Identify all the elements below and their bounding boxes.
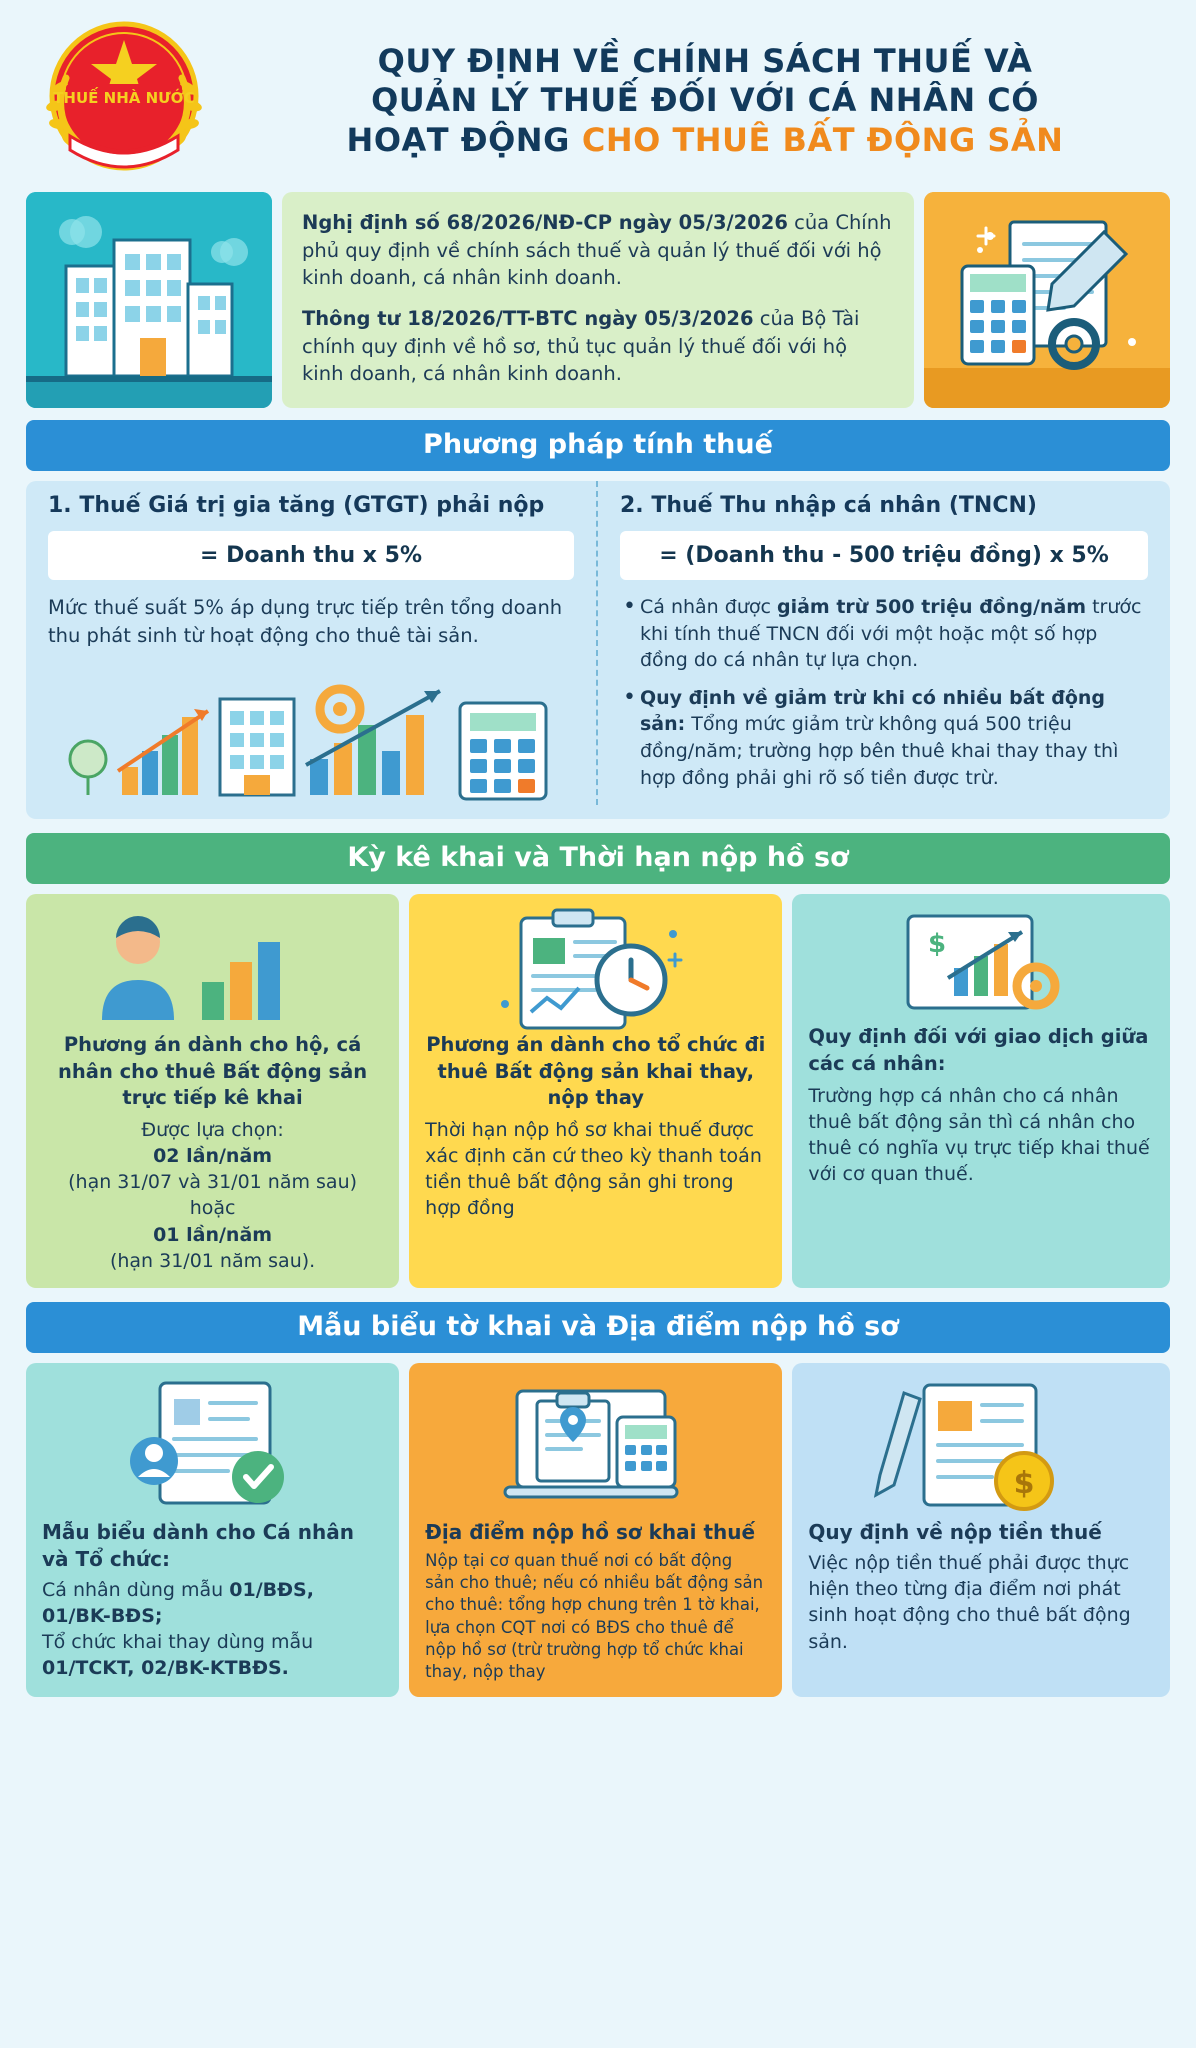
title-line-2: QUẢN LÝ THUẾ ĐỐI VỚI CÁ NHÂN CÓ xyxy=(371,81,1039,120)
method-section xyxy=(26,481,1170,819)
period-card-direct-declaration xyxy=(26,894,399,1288)
method-pit-title: 2. Thuế Thu nhập cá nhân (TNCN) xyxy=(620,493,1037,518)
forms-cards xyxy=(26,1363,1170,1697)
section-band-forms: Mẫu biểu tờ khai và Địa điểm nộp hồ sơ xyxy=(26,1302,1170,1353)
legal-paragraph-2-bold: Thông tư 18/2026/TT-BTC ngày 05/3/2026 xyxy=(302,307,754,331)
section-band-period: Kỳ kê khai và Thời hạn nộp hồ sơ xyxy=(26,833,1170,884)
section-band-method: Phương pháp tính thuế xyxy=(26,420,1170,471)
method-vat-title: 1. Thuế Giá trị gia tăng (GTGT) phải nộp xyxy=(48,493,545,518)
method-pit-bullet-1 xyxy=(620,594,1148,674)
title-line-3 xyxy=(240,121,1170,160)
period-card-1-option-1-note: (hạn 31/07 và 31/01 năm sau) xyxy=(68,1171,358,1194)
profile-document-check-illustration-icon xyxy=(42,1377,383,1519)
report-growth-illustration-icon xyxy=(808,908,1154,1018)
forms-card-3-title: Quy định về nộp tiền thuế xyxy=(808,1520,1102,1545)
legal-paragraph-1-bold: Nghị định số 68/2026/NĐ-CP ngày 05/3/2026 xyxy=(302,211,788,234)
method-vat-formula: = Doanh thu x 5% xyxy=(48,531,574,580)
forms-card-1-line-1-bold: 01/BĐS, 01/BK-BĐS; xyxy=(42,1578,314,1627)
pit-bullet-2-bold: Quy định về giảm trừ khi có nhiều bất động sản: xyxy=(640,686,1105,736)
forms-card-1-title: Mẫu biểu dành cho Cá nhân và Tổ chức: xyxy=(42,1520,354,1571)
period-card-individual-transactions xyxy=(792,894,1170,1288)
period-card-2-body: Thời hạn nộp hồ sơ khai thuế được xác định căn cứ theo kỳ thanh toán tiền thuê bất động sản ghi trong hợp đồng xyxy=(425,1118,762,1220)
tax-department-emblem-icon xyxy=(26,18,222,178)
period-card-1-option-2-note: (hạn 31/01 năm sau). xyxy=(109,1249,316,1272)
legal-basis-row xyxy=(26,192,1170,408)
period-card-organization-declaration xyxy=(409,894,782,1288)
period-card-1-line1: Được lựa chọn: xyxy=(141,1118,284,1141)
period-card-3-body: Trường hợp cá nhân cho cá nhân thuê bất động sản thì cá nhân cho thuê có nghĩa vụ trực tiếp khai thuế với cơ quan thuế. xyxy=(808,1084,1150,1186)
title-line-3-highlight: CHO THUÊ BẤT ĐỘNG SẢN xyxy=(581,120,1064,159)
forms-card-tax-payment xyxy=(792,1363,1170,1697)
forms-card-1-line-1-pre: Cá nhân dùng mẫu xyxy=(42,1578,230,1601)
person-chart-illustration-icon xyxy=(42,908,383,1026)
period-card-1-or: hoặc xyxy=(189,1197,236,1220)
period-card-2-title: Phương án dành cho tổ chức đi thuê Bất động sản khai thay, nộp thay xyxy=(426,1033,766,1109)
method-pit-column xyxy=(598,481,1170,805)
forms-card-1-line-2 xyxy=(42,1629,383,1681)
pit-bullet-2-post: Tổng mức giảm trừ không quá 500 triệu đồng/năm; trường hợp bên thuê khai thay thay thì hợp đồng phải ghi rõ số tiền được trừ. xyxy=(640,713,1119,789)
forms-card-1-line-2-bold: 01/TCKT, 02/BK-KTBĐS. xyxy=(42,1657,289,1680)
period-card-1-option-1: 02 lần/năm xyxy=(153,1144,273,1167)
forms-card-1-line-1 xyxy=(42,1577,383,1629)
laptop-location-calculator-illustration-icon xyxy=(425,1377,766,1519)
method-vat-body: Mức thuế suất 5% áp dụng trực tiếp trên tổng doanh thu phát sinh từ hoạt động cho thuê tài sản. xyxy=(48,596,563,647)
calculator-document-illustration-icon xyxy=(924,192,1170,408)
pit-bullet-1-post: trước khi tính thuế TNCN đối với một hoặc một số hợp đồng do cá nhân tự lựa chọn. xyxy=(640,596,1142,672)
title-line-3-plain: HOẠT ĐỘNG xyxy=(346,120,570,159)
document-pen-coin-illustration-icon xyxy=(808,1377,1154,1519)
method-pit-bullets xyxy=(620,594,1148,791)
legal-paragraph-1-rest: của Chính phủ quy định về chính sách thuế và quản lý thuế đối với hộ kinh doanh, cá nhân kinh doanh. xyxy=(302,211,892,290)
legal-paragraph-2-rest: của Bộ Tài chính quy định về hồ sơ, thủ tục quản lý thuế đối với hộ kinh doanh, cá nhân kinh doanh. xyxy=(302,307,860,386)
forms-card-templates xyxy=(26,1363,399,1697)
clipboard-clock-illustration-icon xyxy=(425,908,766,1026)
forms-card-submission-place xyxy=(409,1363,782,1697)
method-pit-formula: = (Doanh thu - 500 triệu đồng) x 5% xyxy=(620,531,1148,580)
forms-card-3-body: Việc nộp tiền thuế phải được thực hiện theo từng địa điểm nơi phát sinh hoạt động cho thuê bất động sản. xyxy=(808,1551,1131,1653)
period-card-3-title: Quy định đối với giao dịch giữa các cá nhân: xyxy=(808,1025,1149,1075)
period-card-1-title: Phương án dành cho hộ, cá nhân cho thuê Bất động sản trực tiếp kê khai xyxy=(58,1033,368,1109)
method-pit-bullet-2 xyxy=(620,685,1148,791)
pit-bullet-1-pre: Cá nhân được xyxy=(640,596,777,618)
legal-basis-text xyxy=(282,192,914,408)
header xyxy=(26,18,1170,178)
building-illustration-icon xyxy=(26,192,272,408)
growth-chart-illustration-icon xyxy=(48,655,574,805)
forms-card-1-line-2-pre: Tổ chức khai thay dùng mẫu xyxy=(42,1631,314,1654)
method-vat-column xyxy=(26,481,598,805)
forms-card-2-title: Địa điểm nộp hồ sơ khai thuế xyxy=(425,1520,756,1545)
emblem-text: THUẾ NHÀ NƯỚC xyxy=(53,89,195,107)
legal-paragraph-1 xyxy=(302,209,894,292)
svg-text:$: $ xyxy=(1013,1466,1035,1502)
period-card-1-option-2: 01 lần/năm xyxy=(153,1223,273,1246)
pit-bullet-1-bold: giảm trừ 500 triệu đồng/năm xyxy=(776,596,1087,618)
legal-paragraph-2 xyxy=(302,305,894,388)
page-title xyxy=(240,36,1170,159)
period-cards xyxy=(26,894,1170,1288)
forms-card-2-body: Nộp tại cơ quan thuế nơi có bất động sản cho thuê; nếu có nhiều bất động sản cho thuê: tổng hợp chung trên 1 tờ khai, lựa chọn CQT nơi có BĐS cho thuê để nộp hồ sơ (trừ trường hợp tổ chức khai thay, nộp thay xyxy=(425,1550,764,1682)
svg-text:$: $ xyxy=(928,929,947,960)
title-line-1: QUY ĐỊNH VỀ CHÍNH SÁCH THUẾ VÀ xyxy=(377,42,1033,81)
